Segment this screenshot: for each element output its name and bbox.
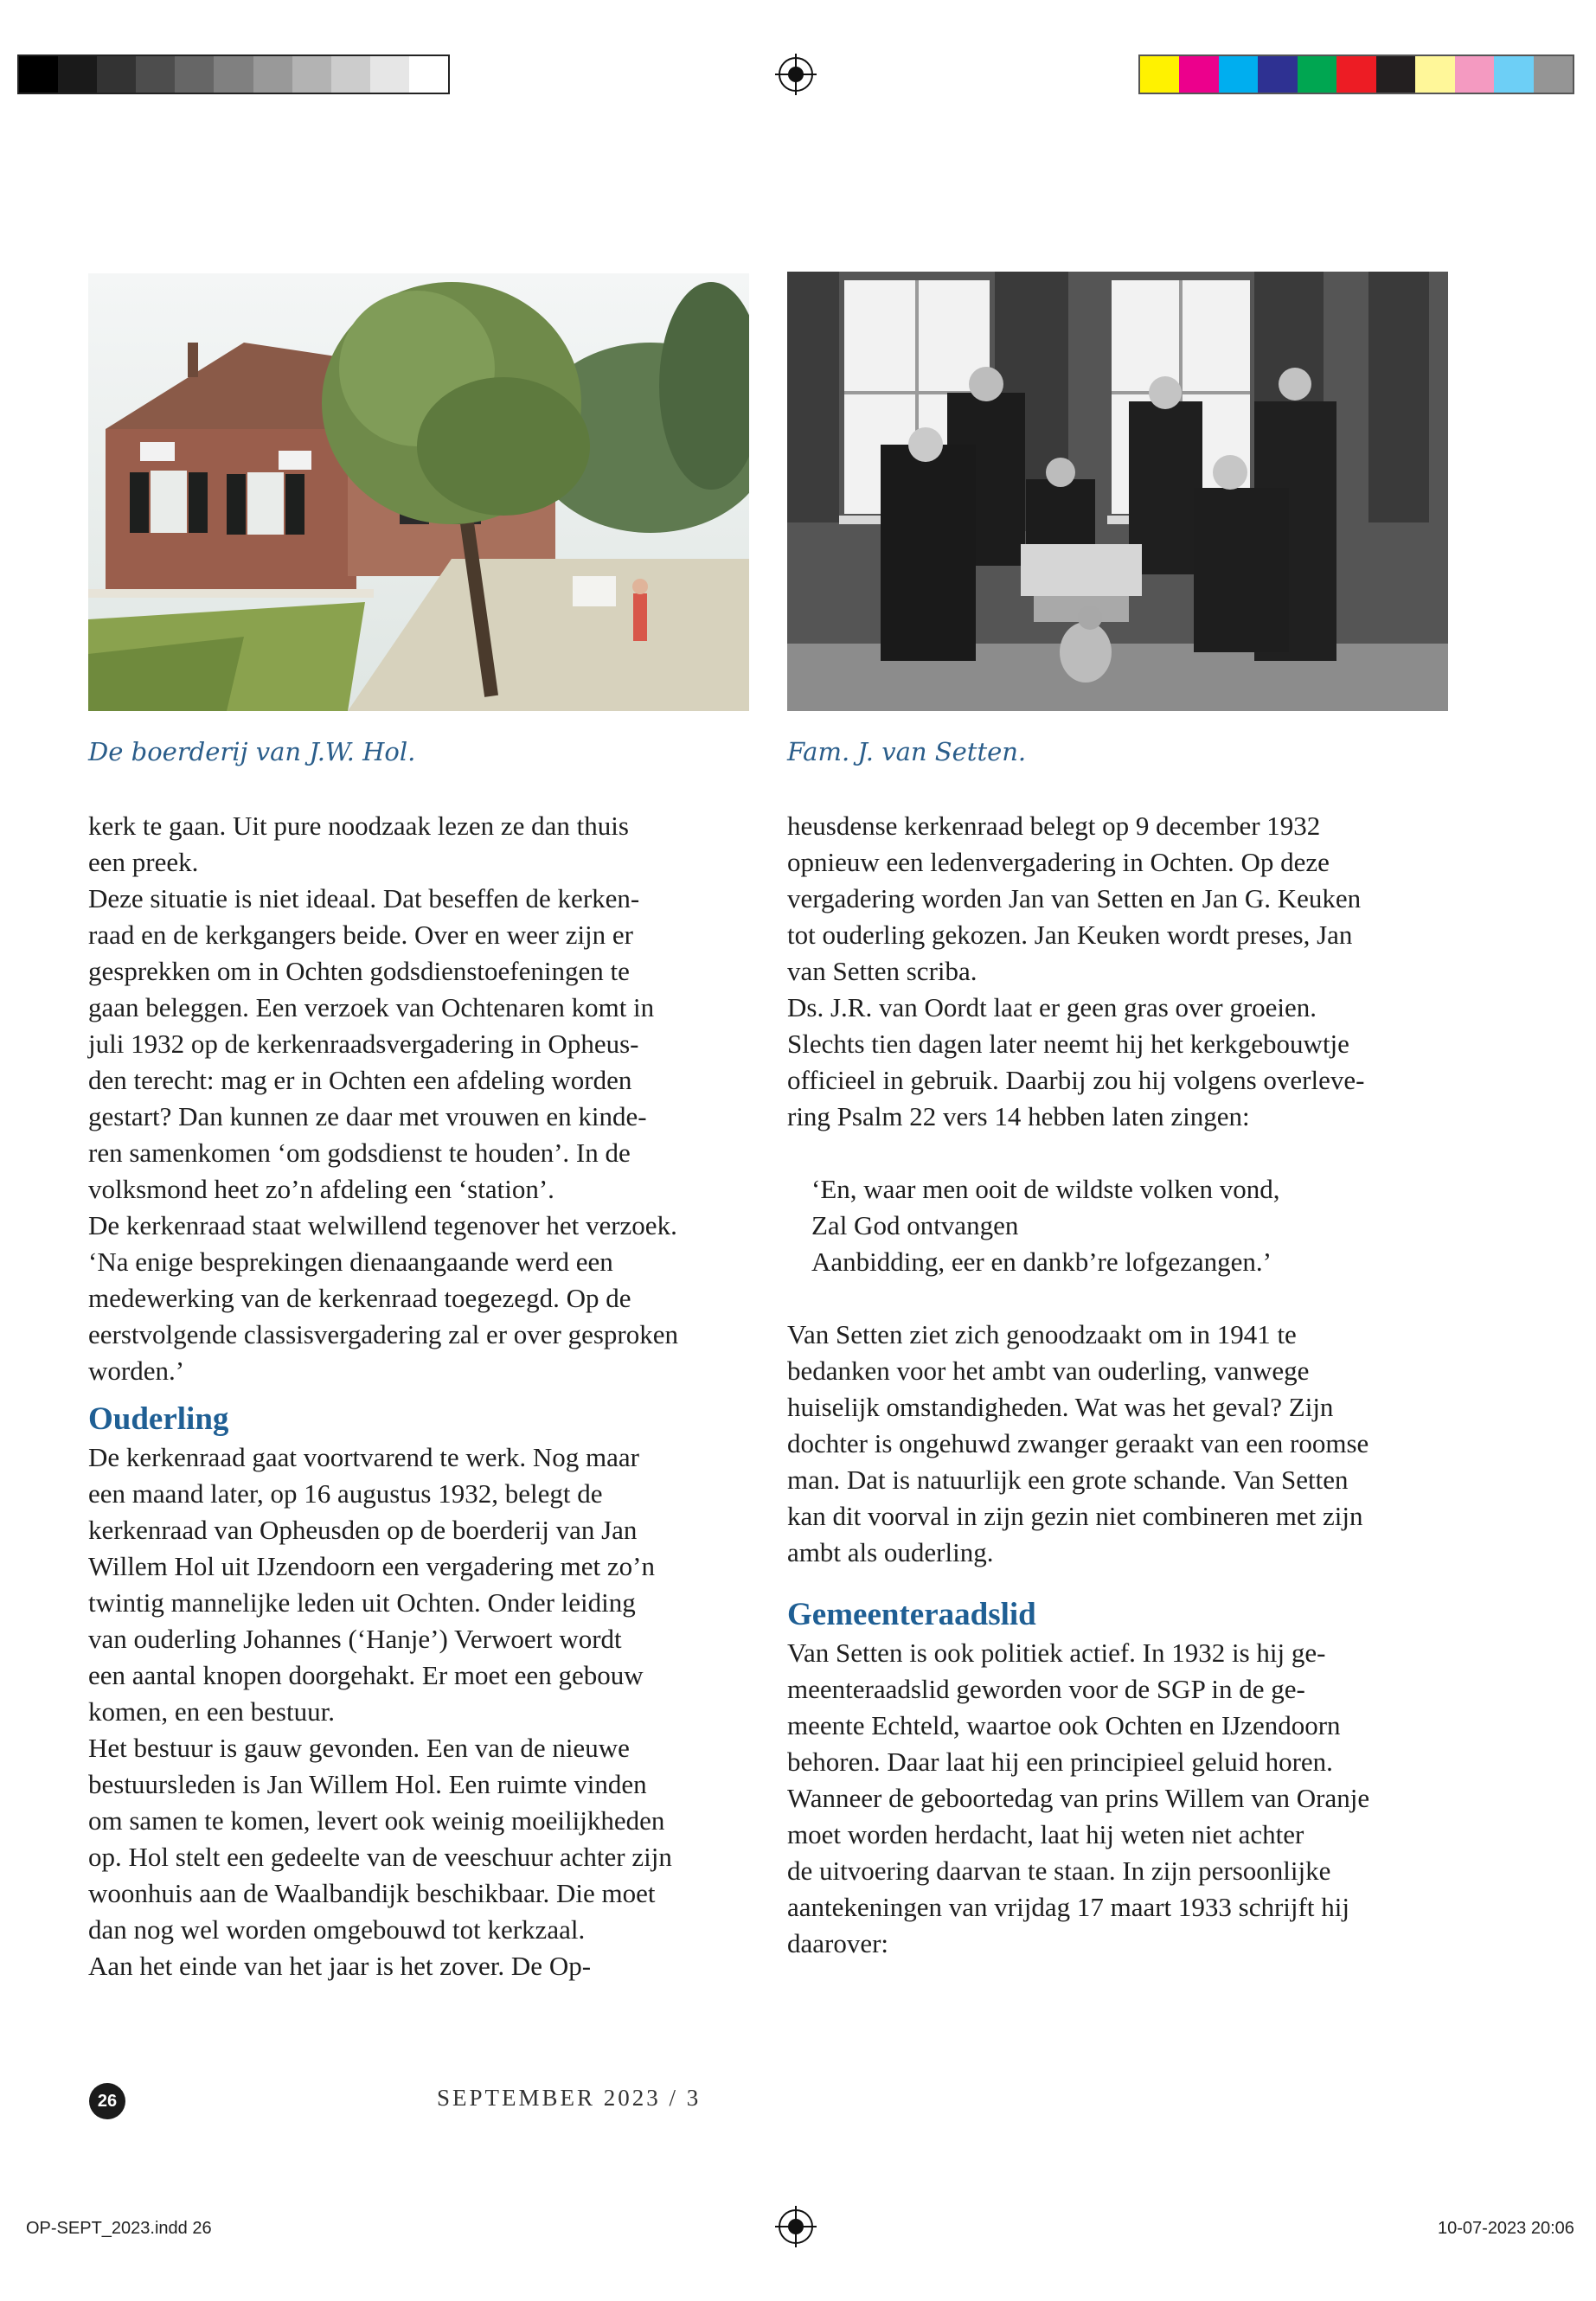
text-line: moet worden herdacht, laat hij weten niet achter: [787, 1819, 1304, 1849]
slug-filename: OP-SEPT_2023.indd 26: [26, 2219, 212, 2238]
text-line: behoren. Daar laat hij een principieel geluid horen.: [787, 1747, 1333, 1777]
text-line: kerkenraad van Opheusden op de boerderij van Jan: [88, 1515, 638, 1545]
text-line: volksmond heet zo’n afdeling een ‘station’.: [88, 1174, 554, 1204]
text-line: een preek.: [88, 847, 199, 877]
color-swatch: [1494, 56, 1533, 93]
text-line: tot ouderling gekozen. Jan Keuken wordt preses, Jan: [787, 920, 1353, 950]
text-line: raad en de kerkgangers beide. Over en weer zijn er: [88, 920, 634, 950]
right-photo-caption: Fam. J. van Setten.: [787, 737, 1027, 766]
color-calibration-strip: [1138, 54, 1574, 94]
color-swatch: [1336, 56, 1375, 93]
text-line: De kerkenraad staat welwillend tegenover het verzoek.: [88, 1210, 677, 1240]
paragraph: [88, 1439, 756, 1730]
color-swatch: [1415, 56, 1454, 93]
section-heading-ouderling: Ouderling: [88, 1401, 229, 1437]
slug-timestamp: 10-07-2023 20:06: [1438, 2219, 1574, 2238]
text-line: man. Dat is natuurlijk een grote schande. Van Setten: [787, 1465, 1349, 1495]
text-line: kerk te gaan. Uit pure noodzaak lezen ze dan thuis: [88, 811, 629, 841]
registration-mark-top: [779, 57, 813, 92]
color-swatch: [331, 56, 370, 93]
text-line: medewerking van de kerkenraad toegezegd. Op de: [88, 1283, 631, 1313]
text-line: Het bestuur is gauw gevonden. Een van de nieuwe: [88, 1733, 630, 1763]
text-line: om samen te komen, levert ook weinig moeilijkheden: [88, 1805, 665, 1836]
text-line: woonhuis aan de Waalbandijk beschikbaar. Die moet: [88, 1878, 656, 1908]
color-swatch: [136, 56, 175, 93]
text-line: de uitvoering daarvan te staan. In zijn persoonlijke: [787, 1856, 1331, 1886]
left-photo-caption: De boerderij van J.W. Hol.: [88, 737, 416, 766]
color-swatch: [1258, 56, 1297, 93]
text-line: ‘Na enige besprekingen dienaangaande werd een: [88, 1247, 613, 1277]
paragraph: [88, 1208, 756, 1389]
right-text-column: [787, 808, 1455, 1962]
color-swatch: [1140, 56, 1179, 93]
registration-mark-bottom: [779, 2209, 813, 2244]
text-line: heusdense kerkenraad belegt op 9 december 1932: [787, 811, 1321, 841]
text-line: Deze situatie is niet ideaal. Dat beseffen de kerken-: [88, 883, 640, 913]
text-line: ambt als ouderling.: [787, 1537, 994, 1567]
color-swatch: [1298, 56, 1336, 93]
text-line: Van Setten is ook politiek actief. In 1932 is hij ge-: [787, 1638, 1326, 1668]
text-line: Aanbidding, eer en dankb’re lofgezangen.’: [811, 1247, 1272, 1277]
text-line: Willem Hol uit IJzendoorn een vergadering met zo’n: [88, 1551, 655, 1581]
text-line: gaan beleggen. Een verzoek van Ochtenaren komt in: [88, 992, 655, 1022]
color-swatch: [214, 56, 253, 93]
color-swatch: [1376, 56, 1415, 93]
color-swatch: [175, 56, 214, 93]
text-line: ring Psalm 22 vers 14 hebben laten zingen:: [787, 1101, 1250, 1131]
color-swatch: [253, 56, 292, 93]
paragraph: [787, 1317, 1455, 1571]
text-line: den terecht: mag er in Ochten een afdeling worden: [88, 1065, 632, 1095]
text-line: dochter is ongehuwd zwanger geraakt van een roomse: [787, 1428, 1369, 1458]
text-line: vergadering worden Jan van Setten en Jan G. Keuken: [787, 883, 1362, 913]
text-line: worden.’: [88, 1356, 185, 1386]
text-line: gesprekken om in Ochten godsdienstoefeningen te: [88, 956, 630, 986]
text-line: bedanken voor het ambt van ouderling, vanwege: [787, 1356, 1310, 1386]
color-swatch: [1534, 56, 1573, 93]
text-line: meenteraadslid geworden voor de SGP in de ge-: [787, 1674, 1305, 1704]
text-line: daarover:: [787, 1928, 889, 1958]
color-swatch: [1179, 56, 1218, 93]
color-swatch: [19, 56, 58, 93]
text-line: huiselijk omstandigheden. Wat was het geval? Zijn: [787, 1392, 1334, 1422]
farmhouse-photo: [88, 273, 749, 711]
paragraph: [88, 808, 756, 881]
text-line: komen, en een bestuur.: [88, 1696, 335, 1727]
text-line: opnieuw een ledenvergadering in Ochten. Op deze: [787, 847, 1330, 877]
text-line: juli 1932 op de kerkenraadsvergadering in Opheus-: [88, 1029, 639, 1059]
text-line: eerstvolgende classisvergadering zal er over gesproken: [88, 1319, 679, 1349]
text-line: bestuursleden is Jan Willem Hol. Een ruimte vinden: [88, 1769, 647, 1799]
color-swatch: [1455, 56, 1494, 93]
text-line: een aantal knopen doorgehakt. Er moet een gebouw: [88, 1660, 644, 1690]
text-line: Zal God ontvangen: [811, 1210, 1019, 1240]
color-swatch: [292, 56, 331, 93]
psalm-verse: [787, 1171, 1455, 1280]
left-text-column: [88, 808, 756, 1984]
text-line: op. Hol stelt een gedeelte van de veeschuur achter zijn: [88, 1842, 672, 1872]
text-line: een maand later, op 16 augustus 1932, belegt de: [88, 1478, 603, 1509]
grey-calibration-strip: [17, 54, 450, 94]
text-line: ren samenkomen ‘om godsdienst te houden’. In de: [88, 1138, 631, 1168]
text-line: dan nog wel worden omgebouwd tot kerkzaal.: [88, 1914, 586, 1945]
issue-label: SEPTEMBER 2023 / 3: [437, 2085, 702, 2111]
color-swatch: [1219, 56, 1258, 93]
paragraph: [88, 1948, 756, 1984]
text-line: aantekeningen van vrijdag 17 maart 1933 schrijft hij: [787, 1892, 1349, 1922]
text-line: twintig mannelijke leden uit Ochten. Onder leiding: [88, 1587, 636, 1618]
text-line: gestart? Dan kunnen ze daar met vrouwen en kinde-: [88, 1101, 647, 1131]
text-line: ‘En, waar men ooit de wildste volken vond,: [811, 1174, 1280, 1204]
text-line: van Setten scriba.: [787, 956, 977, 986]
text-line: meente Echteld, waartoe ook Ochten en IJzendoorn: [787, 1710, 1341, 1740]
text-line: Slechts tien dagen later neemt hij het kerkgebouwtje: [787, 1029, 1349, 1059]
section-heading-gemeenteraadslid: Gemeenteraadslid: [787, 1597, 1036, 1632]
color-swatch: [97, 56, 136, 93]
text-line: Wanneer de geboortedag van prins Willem van Oranje: [787, 1783, 1370, 1813]
color-swatch: [370, 56, 409, 93]
paragraph: [787, 808, 1455, 990]
text-line: van ouderling Johannes (‘Hanje’) Verwoert wordt: [88, 1624, 622, 1654]
text-line: Ds. J.R. van Oordt laat er geen gras over groeien.: [787, 992, 1317, 1022]
paragraph: [88, 881, 756, 1208]
text-line: De kerkenraad gaat voortvarend te werk. Nog maar: [88, 1442, 639, 1472]
paragraph: [88, 1730, 756, 1948]
paragraph: [787, 1635, 1455, 1962]
color-swatch: [58, 56, 97, 93]
color-swatch: [409, 56, 448, 93]
text-line: Van Setten ziet zich genoodzaakt om in 1941 te: [787, 1319, 1297, 1349]
page-number-badge: 26: [89, 2083, 125, 2119]
paragraph: [787, 990, 1455, 1135]
text-line: kan dit voorval in zijn gezin niet combineren met zijn: [787, 1501, 1363, 1531]
text-line: officieel in gebruik. Daarbij zou hij volgens overleve-: [787, 1065, 1365, 1095]
text-line: Aan het einde van het jaar is het zover. De Op-: [88, 1951, 592, 1981]
family-photo: [787, 272, 1448, 711]
